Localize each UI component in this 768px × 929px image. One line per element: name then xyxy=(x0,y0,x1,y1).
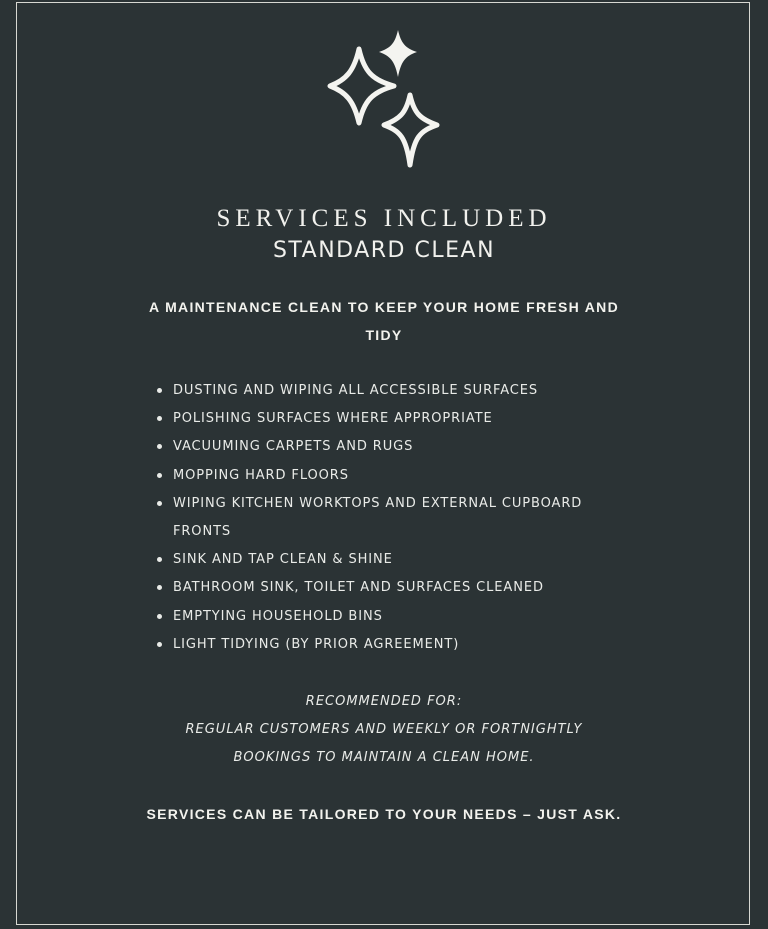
service-item: POLISHING SURFACES WHERE APPROPRIATE xyxy=(155,405,625,433)
service-item: WIPING KITCHEN WORKTOPS AND EXTERNAL CUPBOARD FRONTS xyxy=(155,490,625,546)
service-item: DUSTING AND WIPING ALL ACCESSIBLE SURFACES xyxy=(155,377,625,405)
service-item: VACUUMING CARPETS AND RUGS xyxy=(155,433,625,461)
sparkles-icon xyxy=(326,29,442,171)
service-item: MOPPING HARD FLOORS xyxy=(155,462,625,490)
service-item: LIGHT TIDYING (BY PRIOR AGREEMENT) xyxy=(155,631,625,659)
service-item: BATHROOM SINK, TOILET AND SURFACES CLEANED xyxy=(155,574,625,602)
recommended-line: REGULAR CUSTOMERS AND WEEKLY OR FORTNIGHTLY xyxy=(185,722,583,737)
page-title: SERVICES INCLUDED xyxy=(216,205,552,232)
service-item: EMPTYING HOUSEHOLD BINS xyxy=(155,603,625,631)
recommended-line: BOOKINGS TO MAINTAIN A CLEAN HOME. xyxy=(233,750,535,765)
recommended-section xyxy=(150,688,618,772)
recommended-heading: RECOMMENDED FOR: xyxy=(305,694,463,709)
footer-note: SERVICES CAN BE TAILORED TO YOUR NEEDS – JUST ASK. xyxy=(146,806,622,822)
page-subtitle: STANDARD CLEAN xyxy=(272,238,496,263)
intro-text: A MAINTENANCE CLEAN TO KEEP YOUR HOME FRESH AND TIDY xyxy=(149,299,619,343)
service-item: SINK AND TAP CLEAN & SHINE xyxy=(155,546,625,574)
services-list xyxy=(155,377,625,659)
